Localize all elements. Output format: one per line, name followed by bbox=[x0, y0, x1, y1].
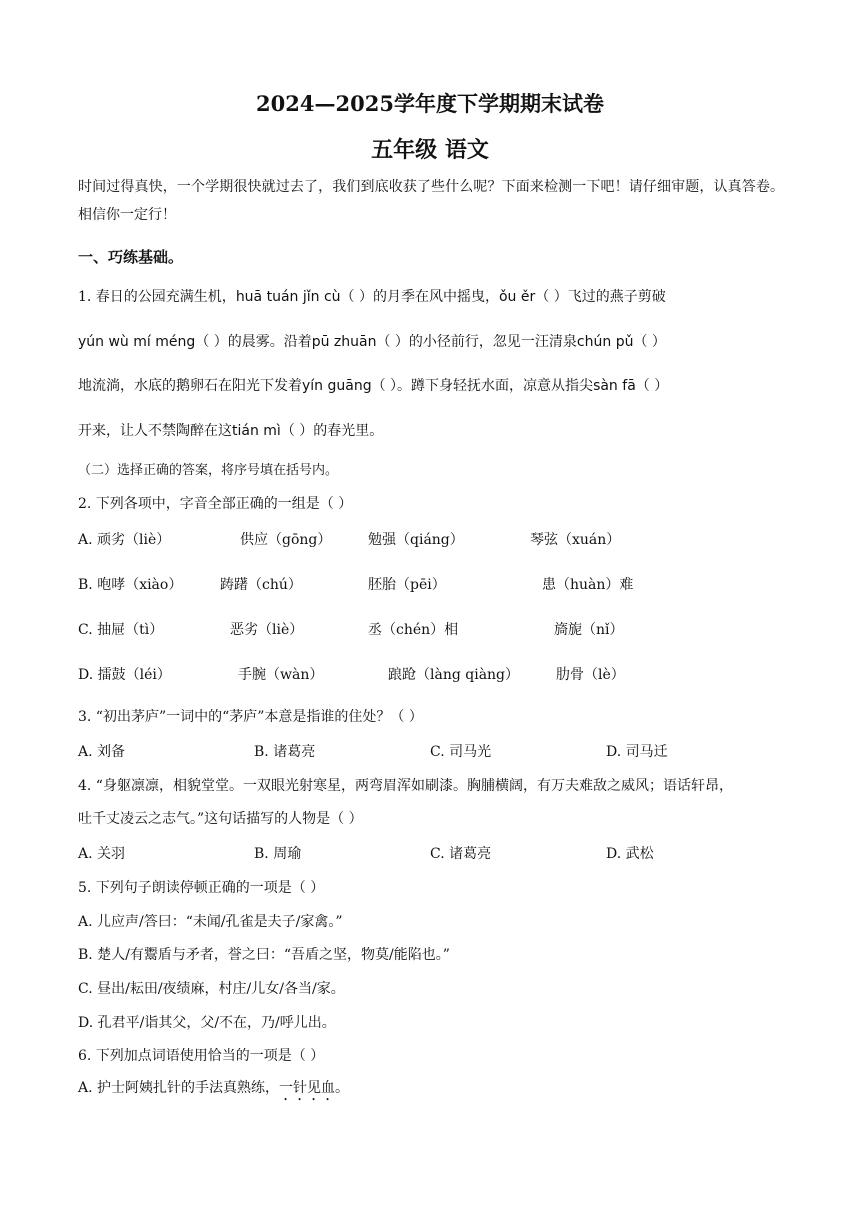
pinyin-prompt: yín guāng bbox=[302, 378, 372, 394]
answer-blank[interactable]: （ ）飞过的燕子剪破 bbox=[535, 289, 666, 305]
q2-option-b-1: B. 咆哮（xiào） bbox=[78, 577, 183, 593]
subsection-heading: （二）选择正确的答案，将序号填在括号内。 bbox=[78, 463, 339, 478]
q2-option-a-1: A. 顽劣（liè） bbox=[78, 532, 171, 548]
q2-option-d-1: D. 擂鼓（léi） bbox=[78, 667, 171, 683]
q4-option-a: A. 关羽 bbox=[78, 846, 126, 862]
q2-option-b-4: 患（huàn）难 bbox=[542, 577, 634, 593]
q3-option-b: B. 诸葛亮 bbox=[254, 744, 316, 760]
q2-option-c-1: C. 抽屉（tì） bbox=[78, 622, 164, 638]
pinyin-prompt: ǒu ěr bbox=[498, 289, 536, 305]
q2-option-d-2: 手腕（wàn） bbox=[238, 667, 324, 683]
answer-blank[interactable]: （ ）的小径前行，忽见一汪清泉 bbox=[376, 334, 577, 350]
answer-blank[interactable]: （ ） bbox=[635, 378, 669, 394]
dotted-phrase: 一针见血 bbox=[279, 1080, 336, 1096]
pinyin-prompt: tián mì bbox=[232, 423, 281, 439]
q5-option-d: D. 孔君平/诣其父，父/不在，乃/呼儿出。 bbox=[78, 1015, 336, 1031]
pinyin-prompt: huā tuán jǐn cù bbox=[235, 289, 341, 305]
q2-option-a-2: 供应（gōng） bbox=[240, 532, 332, 548]
q4-option-b: B. 周瑜 bbox=[254, 846, 302, 862]
pinyin-prompt: yún wù mí méng bbox=[78, 334, 196, 350]
q5-stem: 5. 下列句子朗读停顿正确的一项是（ ） bbox=[78, 880, 325, 896]
q4-option-c: C. 诸葛亮 bbox=[430, 846, 492, 862]
q3-option-c: C. 司马光 bbox=[430, 744, 492, 760]
q3-option-d: D. 司马迁 bbox=[606, 744, 668, 760]
pinyin-prompt: chún pǔ bbox=[576, 334, 634, 350]
q2-option-a-3: 勉强（qiáng） bbox=[368, 532, 464, 548]
q2-option-b-2: 踌躇（chú） bbox=[220, 577, 302, 593]
q6-stem: 6. 下列加点词语使用恰当的一项是（ ） bbox=[78, 1048, 325, 1064]
q4-option-d: D. 武松 bbox=[606, 846, 654, 862]
q4-stem-line-1: 4. “身躯凛凛，相貌堂堂。一双眼光射寒星，两弯眉浑如刷漆。胸脯横阔，有万夫难敌之威风；语话轩昂， bbox=[78, 778, 733, 794]
section-heading: 一、巧练基础。 bbox=[78, 248, 184, 266]
answer-blank[interactable]: （ ）的月季在风中摇曳， bbox=[340, 289, 499, 305]
q2-option-b-3: 胚胎（pēi） bbox=[368, 577, 446, 593]
q5-option-b: B. 楚人/有鬻盾与矛者，誉之曰：“吾盾之坚，物莫/能陷也。” bbox=[78, 947, 450, 963]
intro-text: 时间过得真快，一个学期很快就过去了，我们到底收获了些什么呢？下面来检测一下吧！请仔细审题，认真答卷。相信你一定行！ bbox=[78, 179, 784, 223]
q2-option-c-4: 旖旎（nǐ） bbox=[554, 622, 624, 638]
exam-subtitle: 五年级 语文 bbox=[371, 137, 489, 163]
q1-line-1: 1. 春日的公园充满生机，huā tuán jǐn cù（ ）的月季在风中摇曳，ǒu ěr（ ）飞过的燕子剪破 bbox=[78, 289, 666, 305]
q2-option-c-3: 丞（chén）相 bbox=[368, 622, 459, 638]
q2-option-d-4: 肋骨（lè） bbox=[556, 667, 625, 683]
q3-stem: 3. “初出茅庐”一词中的“茅庐”本意是指谁的住处？（ ） bbox=[78, 709, 423, 725]
q3-option-a: A. 刘备 bbox=[78, 744, 126, 760]
q2-option-d-3: 踉跄（làng qiàng） bbox=[388, 667, 520, 683]
q1-line-2 bbox=[78, 331, 784, 351]
pinyin-prompt: sàn fā bbox=[593, 378, 636, 394]
q1-line-4: 开来，让人不禁陶醉在这tián mì（ ）的春光里。 bbox=[78, 423, 384, 439]
q2-option-c-2: 恶劣（liè） bbox=[230, 622, 304, 638]
q4-stem-line-2: 吐千丈凌云之志气。”这句话描写的人物是（ ） bbox=[78, 811, 363, 827]
pinyin-prompt: pū zhuān bbox=[311, 334, 377, 350]
answer-blank[interactable]: （ ）。蹲下身轻抚水面，凉意从指尖 bbox=[371, 378, 594, 394]
exam-title: 2024—2025学年度下学期期末试卷 bbox=[256, 91, 604, 116]
answer-blank[interactable]: （ ）的春光里。 bbox=[280, 423, 384, 439]
q5-option-c: C. 昼出/耘田/夜绩麻，村庄/儿女/各当/家。 bbox=[78, 981, 345, 997]
answer-blank[interactable]: （ ）的晨雾。沿着 bbox=[195, 334, 312, 350]
answer-blank[interactable]: （ ） bbox=[633, 334, 666, 350]
q1-line-3: 地流淌，水底的鹅卵石在阳光下发着yín guāng（ ）。蹲下身轻抚水面，凉意从指尖sàn fā（ ） bbox=[78, 378, 669, 394]
q5-option-a: A. 儿应声/答曰：“未闻/孔雀是夫子/家禽。” bbox=[78, 914, 343, 930]
q2-option-a-4: 琴弦（xuán） bbox=[530, 532, 621, 548]
q6-option-a: A. 护士阿姨扎针的手法真熟练，一针见血。 bbox=[78, 1080, 350, 1096]
q2-stem: 2. 下列各项中，字音全部正确的一组是（ ） bbox=[78, 496, 353, 512]
